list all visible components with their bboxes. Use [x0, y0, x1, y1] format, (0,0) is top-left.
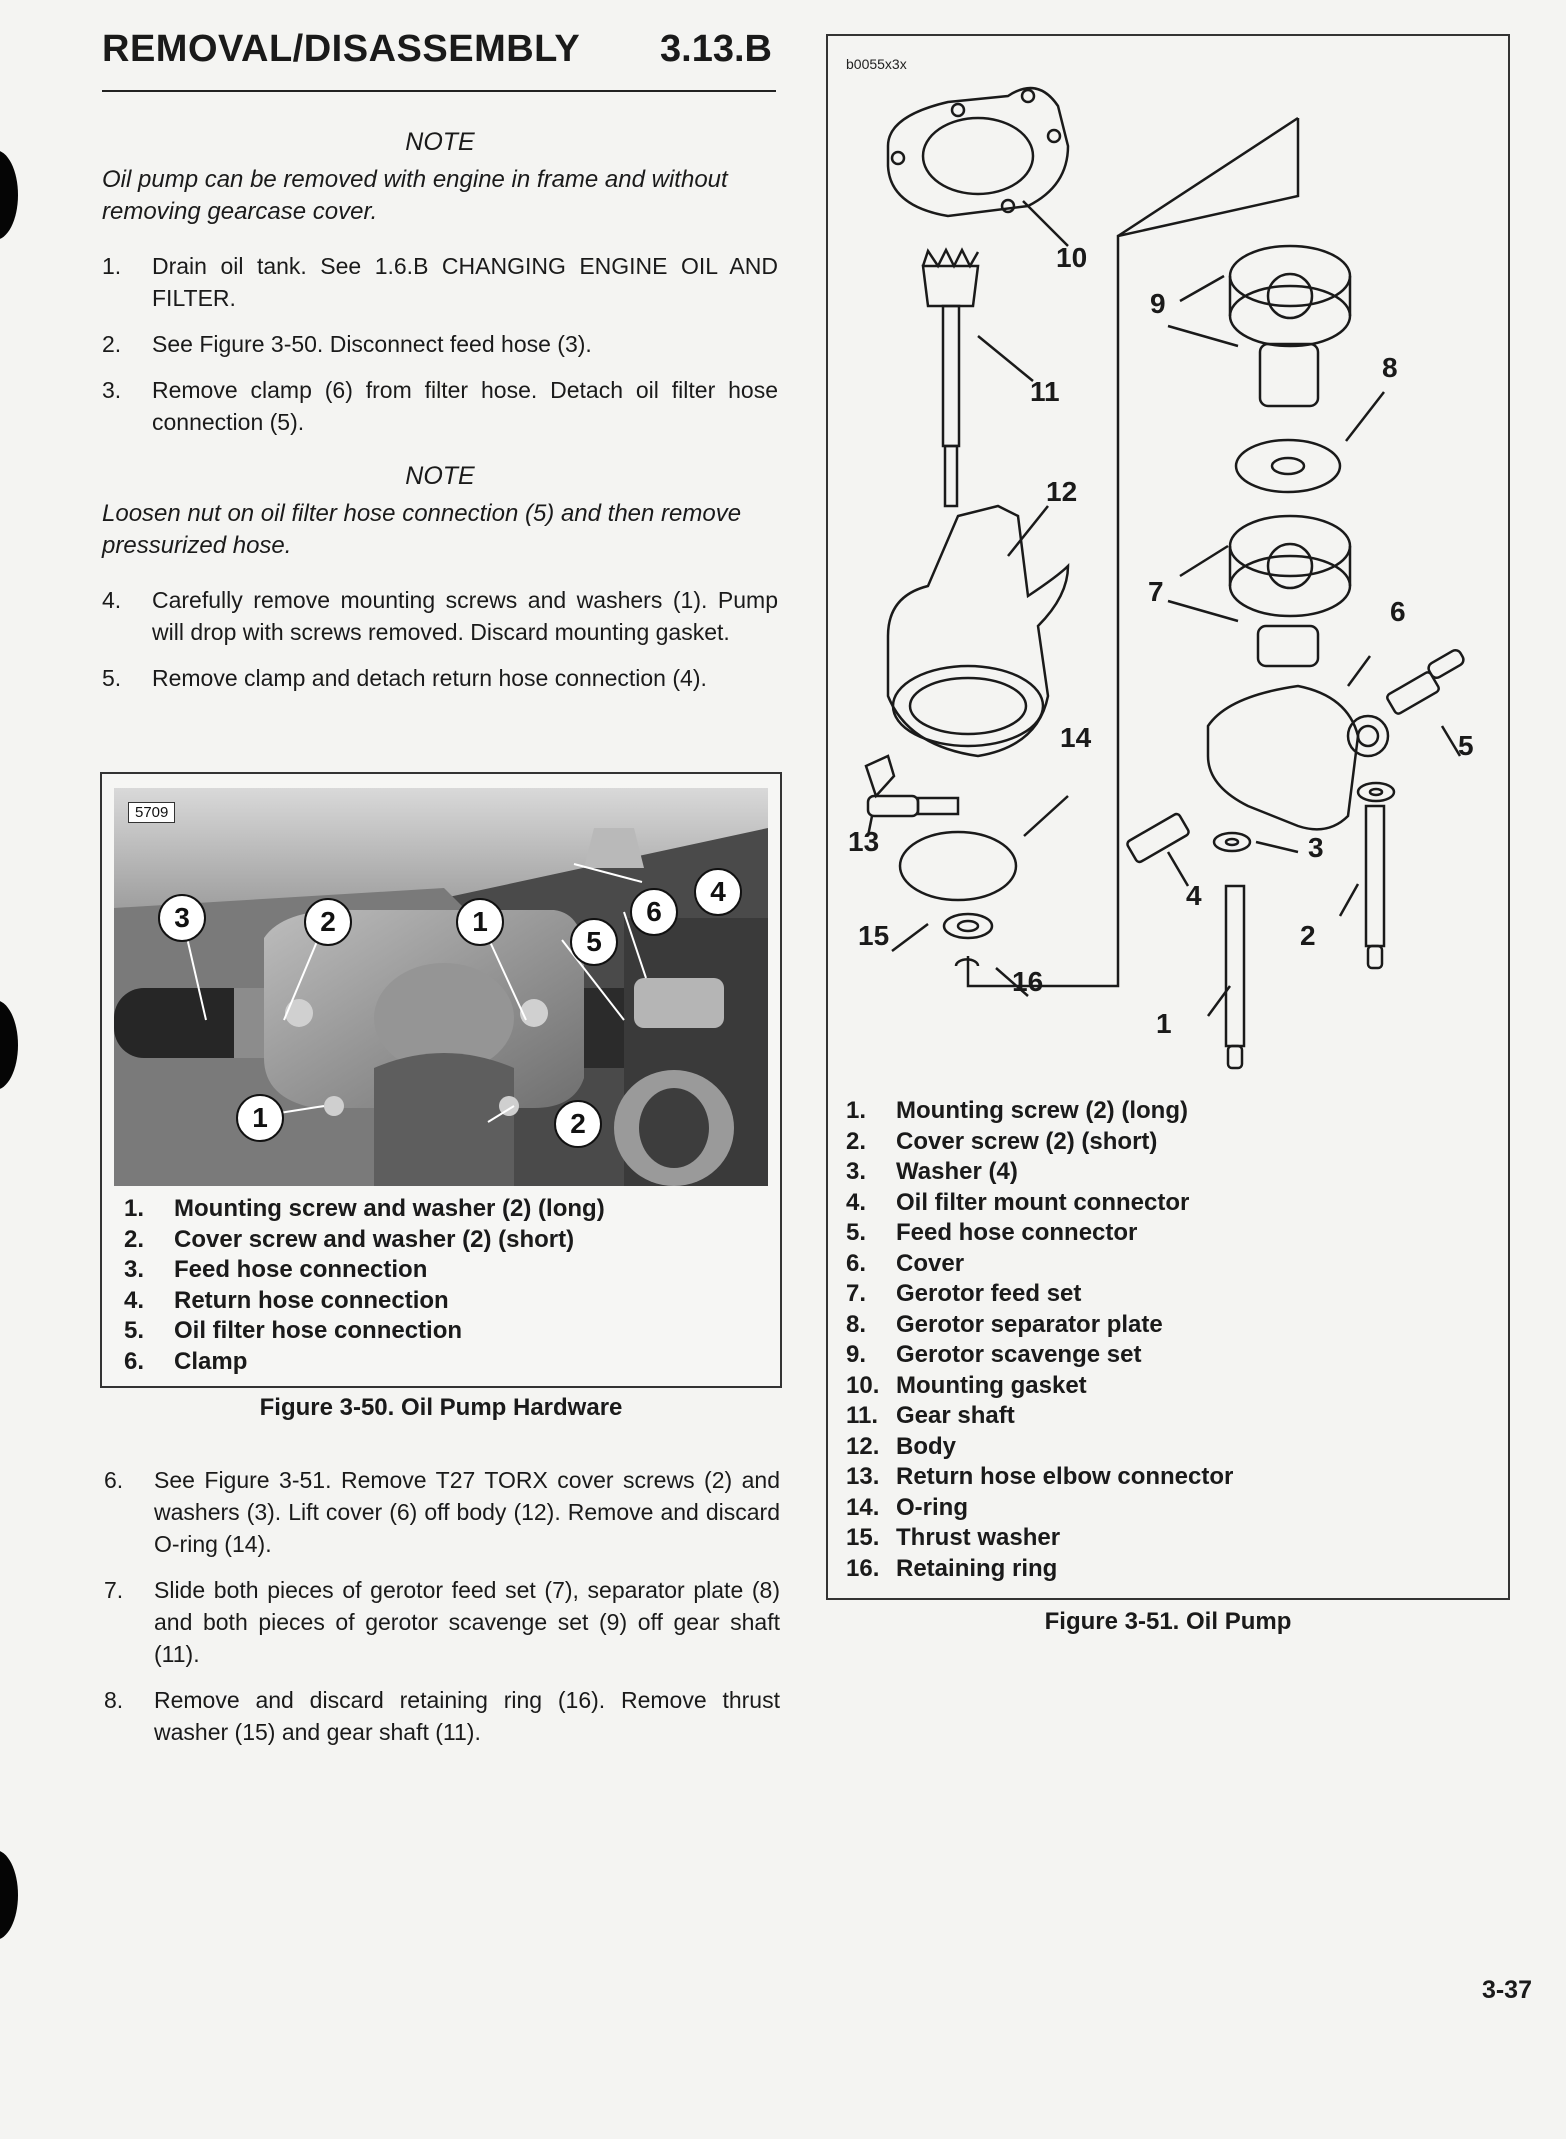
oil-pump-exploded-drawing — [828, 36, 1508, 1086]
step-item: 6. See Figure 3-51. Remove T27 TORX cover screws (2) and washers (3). Lift cover (6) off body (12). Remove and discard O-ring (14). — [104, 1467, 780, 1557]
legend-item: 9. Gerotor scavenge set — [846, 1341, 1142, 1368]
legend-item: 4. Return hose connection — [124, 1286, 449, 1314]
section-number: 3.13.B — [660, 28, 772, 70]
drawing-id: b0055x3x — [846, 56, 907, 72]
step-item: 7. Slide both pieces of gerotor feed set (7), separator plate (8) and both pieces of gerotor scavenge set (9) off gear shaft (11). — [104, 1577, 780, 1667]
page-number: 3-37 — [1481, 1976, 1532, 2004]
callout-6: 6 — [630, 888, 678, 936]
page-header — [102, 28, 776, 92]
legend-item: 2. Cover screw and washer (2) (short) — [124, 1225, 575, 1253]
drawing-label-12: 12 — [1046, 476, 1078, 507]
step-item: 2. See Figure 3-50. Disconnect feed hose (3). — [102, 331, 592, 357]
drawing-label-9: 9 — [1150, 288, 1166, 319]
step-item: 1. Drain oil tank. See 1.6.B CHANGING ENGINE OIL AND FILTER. — [102, 253, 778, 311]
drawing-label-16: 16 — [1012, 966, 1044, 997]
oil-pump-photo — [114, 788, 768, 1186]
drawing-label-11: 11 — [1030, 376, 1060, 407]
figure-3-51-legend — [846, 1096, 1233, 1584]
step-item: 5. Remove clamp and detach return hose connection (4). — [102, 665, 707, 691]
callout-5: 5 — [570, 918, 618, 966]
figure-3-50-caption: Figure 3-50. Oil Pump Hardware — [259, 1394, 623, 1421]
legend-item: 14. O-ring — [846, 1493, 968, 1521]
drawing-label-10: 10 — [1056, 242, 1088, 273]
drawing-label-8: 8 — [1382, 352, 1398, 383]
legend-item: 2. Cover screw (2) (short) — [846, 1127, 1158, 1155]
instructions-lower — [104, 1464, 780, 1748]
figure-3-50-legend — [124, 1194, 605, 1377]
figure-3-50 — [100, 772, 782, 1388]
note-text: Loosen nut on oil filter hose connection (5) and then remove pressurized hose. — [102, 500, 742, 559]
drawing-label-5: 5 — [1458, 730, 1474, 761]
legend-item: 3. Washer (4) — [846, 1158, 1018, 1185]
legend-item: 5. Feed hose connector — [846, 1219, 1138, 1246]
binder-hole — [0, 1000, 18, 1090]
legend-item: 16. Retaining ring — [846, 1554, 1058, 1582]
drawing-label-2: 2 — [1300, 920, 1316, 951]
callout-3: 3 — [158, 894, 206, 942]
note-heading: NOTE — [405, 128, 475, 156]
legend-item: 6. Clamp — [124, 1347, 248, 1375]
legend-item: 12. Body — [846, 1432, 956, 1460]
legend-item: 6. Cover — [846, 1249, 965, 1277]
photo-id: 5709 — [128, 802, 175, 823]
legend-item: 5. Oil filter hose connection — [124, 1317, 463, 1344]
drawing-label-6: 6 — [1390, 596, 1406, 627]
figure-3-51-caption: Figure 3-51. Oil Pump — [1044, 1608, 1292, 1635]
legend-item: 8. Gerotor separator plate — [846, 1310, 1163, 1338]
binder-hole — [0, 150, 18, 240]
legend-item: 4. Oil filter mount connector — [846, 1188, 1190, 1216]
legend-item: 1. Mounting screw (2) (long) — [846, 1097, 1188, 1124]
drawing-label-14: 14 — [1060, 722, 1092, 753]
callout-2: 2 — [554, 1100, 602, 1148]
drawing-label-1: 1 — [1156, 1008, 1172, 1039]
drawing-label-13: 13 — [848, 826, 880, 857]
step-item: 8. Remove and discard retaining ring (16). Remove thrust washer (15) and gear shaft (11). — [104, 1687, 780, 1745]
note-text: Oil pump can be removed with engine in frame and without removing gearcase cover. — [102, 166, 728, 225]
callout-2: 2 — [304, 898, 352, 946]
legend-item: 11. Gear shaft — [846, 1402, 1015, 1429]
note-heading: NOTE — [405, 462, 475, 490]
drawing-label-3: 3 — [1308, 832, 1324, 863]
figure-3-51 — [826, 34, 1510, 1600]
drawing-label-7: 7 — [1148, 576, 1164, 607]
legend-item: 3. Feed hose connection — [124, 1256, 428, 1283]
legend-item: 13. Return hose elbow connector — [846, 1463, 1234, 1490]
callout-4: 4 — [694, 868, 742, 916]
step-item: 3. Remove clamp (6) from filter hose. Detach oil filter hose connection (5). — [102, 377, 778, 435]
callout-1: 1 — [236, 1094, 284, 1142]
instructions-upper — [102, 126, 778, 694]
drawing-label-4: 4 — [1186, 880, 1202, 911]
step-item: 4. Carefully remove mounting screws and washers (1). Pump will drop with screws removed. Discard mounting gasket. — [102, 587, 778, 645]
callout-1: 1 — [456, 898, 504, 946]
legend-item: 1. Mounting screw and washer (2) (long) — [124, 1195, 605, 1222]
page-title: REMOVAL/DISASSEMBLY — [102, 28, 581, 70]
legend-item: 7. Gerotor feed set — [846, 1280, 1082, 1307]
binder-hole — [0, 1850, 18, 1940]
drawing-label-15: 15 — [858, 920, 890, 951]
legend-item: 15. Thrust washer — [846, 1524, 1061, 1551]
legend-item: 10. Mounting gasket — [846, 1371, 1087, 1399]
